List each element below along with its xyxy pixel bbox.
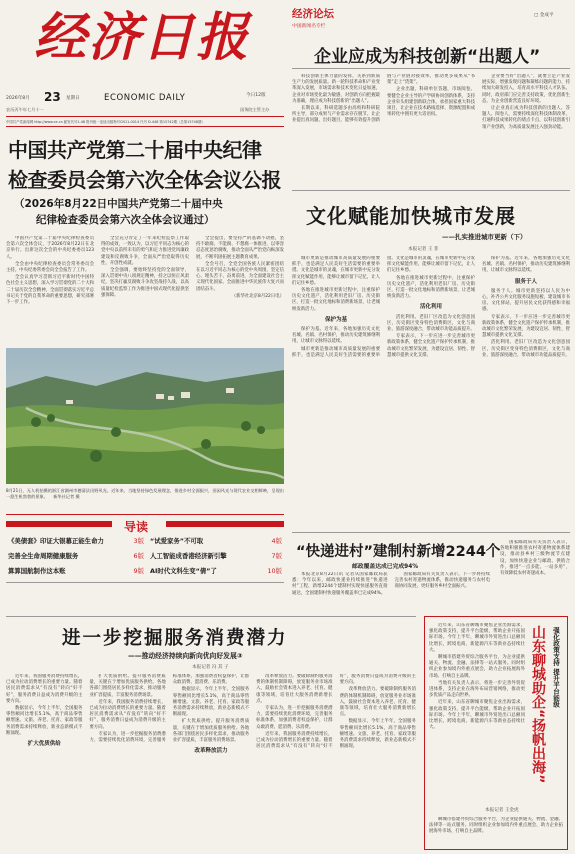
service-byline: 本报记者 冯 其 子	[192, 665, 229, 670]
column-byline: □ 金成平	[534, 13, 554, 18]
guide-item-page: 7版	[271, 552, 282, 560]
guide-item[interactable]	[150, 551, 282, 560]
guide-item-page: 10版	[267, 567, 282, 575]
weekday: 星期日	[66, 96, 80, 101]
guide-bar-1	[6, 521, 112, 527]
rural-body	[292, 572, 490, 608]
guide-title: 导读	[124, 520, 149, 534]
service-side-head: 扩大优质供给	[27, 741, 61, 748]
lead-subhead-line1: （2026年8月22日中国共产党第二十届中央	[14, 198, 223, 210]
lunar-date: 农历丙午年七月十一	[6, 107, 44, 112]
service-rule	[6, 616, 416, 617]
masthead-rule-2	[6, 126, 284, 127]
column-paragraph: 企业要当好“出题人”，就要立足产业发展实际，增强发现问题和凝练问题的能力，持续加大研发投入，培育高水平科技人才队伍。同时，政府部门应完善支持政策，优化创新生态，为企业创新营造良好环境。	[482, 74, 570, 104]
lead-dateline: （新华社北京8月22日电）	[231, 293, 284, 299]
rural-rule	[292, 532, 570, 533]
culture-article	[292, 190, 570, 540]
culture-paragraph: 保护为基。近年来，各地加强历史文化名城、名镇、名村保护，推动历史建筑修缮利用，让城市文脉得以延续。	[292, 327, 380, 345]
guide-item[interactable]	[150, 536, 282, 545]
service-subhead: ——推动经济持续向新向优向好发展③	[128, 652, 243, 660]
culture-paragraph: 活化利用。老旧厂区改造为文化创意园区，历史街区变身特色消费街区，文化与商业、旅游深度融合，带动城市功能品质提升。	[387, 314, 475, 333]
guide-bar-2	[166, 521, 284, 527]
column-rule	[292, 68, 570, 69]
column-name: 经济论坛	[292, 8, 334, 20]
lead-paragraph: 中国共产党第二十届中央纪律检查委员会第六次全体会议，于2026年8月22日在北京举行。出席这次全会的中央纪委委员123人。	[6, 236, 94, 260]
service-paragraph: 专家认为，进一步挖掘服务消费潜力，需要持续优化消费环境，完善服务标准体系，加强消费者权益保护，让群众敢消费、愿消费、乐消费。	[89, 674, 250, 744]
service-paragraph: 近年来，我国服务消费持续增长，已成为拉动消费增长的重要力量。随着居民消费需求从“有没有”转向“好不好”，服务消费日益成为消费升级的主要方向。	[89, 699, 166, 730]
culture-paragraph: 保护为基。近年来，各地加强历史文化名城、名镇、名村保护，推动历史建筑修缮利用，让城市文脉得以延续。	[482, 256, 570, 274]
landscape-photo-art	[6, 348, 284, 484]
photo-credit: 新华社记者 摄	[53, 493, 80, 499]
guide-rule-bottom	[6, 582, 284, 583]
culture-byline: 本报记者 王 菲	[408, 247, 439, 252]
date-line	[6, 92, 276, 106]
service-paragraph: 近年来，我国服务消费持续增长，已成为拉动消费增长的重要力量。随着居民消费需求从“有没有”转向“好不好”，服务消费日益成为消费升级的主要方向。	[256, 674, 416, 750]
culture-paragraph: 活化利用。老旧厂区改造为文化创意园区，历史街区变身特色消费街区，文化与商业、旅游深度融合，带动城市功能品质提升。	[482, 340, 570, 358]
culture-paragraph: 城市更新是推动城市高质量发展的重要抓手，也是满足人民美好生活需要的重要举措。文化是城市的灵魂，在城市更新中充分发挥文化赋能作用，能够让城市留下记忆，让人们记住乡愁。	[292, 256, 475, 358]
culture-paragraph: 各地在推进城市更新过程中，注重保护历史文化遗产，活化利用老旧厂房、历史街区，打造一批文化地标和消费新场景，让老城焕发新活力。	[292, 288, 380, 312]
masthead	[6, 4, 284, 132]
service-side-head: 改革释放活力	[194, 748, 228, 755]
guide-item[interactable]	[150, 566, 282, 575]
lead-headline-line2: 检查委员会第六次全体会议公报	[8, 168, 281, 192]
culture-side-head: 活化利用	[419, 304, 442, 311]
guide-item-page: 6版	[133, 552, 144, 560]
culture-body	[292, 256, 570, 538]
liaocheng-paragraph: 聊城市搭建外贸综合服务平台，为企业提供通关、物流、金融、法律等一站式服务。同时组织企业参加境内外重点展会，助力企业拓展海外市场、打响自主品牌。	[429, 817, 563, 835]
masthead-title: 经济日报	[34, 7, 251, 68]
guide-item-page: 3版	[133, 537, 144, 545]
service-article	[6, 616, 416, 850]
lead-paragraph: 全会由中央纪律检查委员会常务委员会主持。中央纪委常委会向全会报告了工作。	[6, 261, 94, 274]
lead-article	[6, 132, 284, 512]
column-body	[292, 74, 570, 184]
rural-article	[292, 532, 570, 610]
culture-paragraph: 服务于人。城市更新坚持以人民为中心，补齐公共文化服务设施短板，建设城市书房、文化驿站，提升居民文化获得感和幸福感。	[482, 288, 570, 313]
liaocheng-footer	[429, 817, 563, 847]
culture-headline: 文化赋能加快城市发展	[306, 204, 516, 228]
service-paragraph: 近年来，我国服务消费持续增长，已成为拉动消费增长的重要力量。随着居民消费需求从“有没有”转向“好不好”，服务消费日益成为消费升级的主要方向。	[6, 674, 83, 704]
service-paragraph: 专家认为，进一步挖掘服务消费潜力，需要持续优化消费环境，完善服务标准体系，加强消费者权益保护，让群众敢消费、愿消费、乐消费。	[256, 706, 333, 730]
guide-item-label: “试爱家务”不可取	[150, 537, 204, 545]
culture-rule	[292, 190, 570, 191]
guide-section	[6, 514, 284, 614]
column-paragraph: 企业出题，科研单位答题，市场阅卷。要健全企业主导的产学研协同创新体系，支持企业牵头组建创新联合体，承担国家重大科技项目，让企业在技术路线选择、资源配置和成果转化中拥有更大话语权。	[387, 87, 475, 118]
guide-item-page: 9版	[133, 567, 144, 575]
guide-item-label: 人工智能成香港经济新引擎	[150, 552, 227, 560]
service-paragraph: 数据显示，今年上半年，全国服务零售额同比增长5.1%，高于商品零售额增速。文旅、养老、托育、家政等服务消费需求持续释放，新业态新模式不断涌现。	[172, 687, 250, 718]
column-logo	[292, 6, 334, 29]
guide-item[interactable]	[8, 551, 144, 560]
rural-paragraph: 本报北京8月22日讯 记者从国家邮政局获悉：今年以来，邮政快递业持续推进“快递进村”工程，新增2244个建制村实现快递服务直接通达，全国建制村快递服务覆盖率已完成94%。	[292, 572, 388, 596]
column-title: 企业应成为科技创新“出题人”	[314, 47, 541, 67]
masthead-english: ECONOMIC DAILY	[104, 93, 186, 103]
service-paragraph: 数据显示，今年上半年，全国服务零售额同比增长5.1%，高于商品零售额增速。文旅、养老、托育、家政等服务消费需求持续释放，新业态新模式不断涌现。	[339, 719, 416, 750]
liaocheng-article	[424, 616, 568, 850]
liaocheng-paragraph: 近年来，山东省聊城市聚焦企业出海需求，强化政策支持，提升平台能级，帮助企业开拓国际市场。今年上半年，聊城市外贸进出口总额同比增长，跨境电商、新能源汽车等新业态持续壮大。	[429, 623, 525, 653]
landscape-photo	[6, 348, 284, 484]
lead-paragraph: 全会号召，全党全国各族人民紧密团结在以习近平同志为核心的党中央周围，坚定信心、埋头苦干、奋勇前进，为全面建设社会主义现代化国家、全面推进中华民族伟大复兴而团结奋斗。	[196, 261, 284, 292]
service-paragraph: 改革释放活力。要破除制约服务消费的体制机制障碍，放宽服务业市场准入，鼓励社会资本进入养老、托育、健康等领域，培育壮大服务消费新增长点。	[339, 687, 416, 718]
guide-item-page: 4版	[271, 537, 282, 545]
photo-caption-text: 8月21日，无人机拍摄的浙江省湖州市德清县田野风光。近年来，当地坚持绿色发展理念，推进乡村全面振兴，田园风光与现代农业交相辉映，呈现出一派生机勃勃的景象。	[6, 488, 284, 499]
lead-subhead-line2: 纪律检查委员会第六次全体会议通过）	[36, 214, 215, 226]
service-paragraph: 扩大优质供给。提升服务消费质量，关键在于增加优质服务供给。各地各部门围绕居民多样化需求，推动服务业扩容提质，丰富服务消费场景。	[89, 674, 166, 698]
rural-headline: “快递进村”建制村新增2244个	[296, 544, 501, 560]
guide-item-label: AI时代文科生变“倩”了	[150, 567, 217, 575]
culture-side-head: 保护为基	[324, 316, 347, 323]
guide-item[interactable]	[8, 536, 144, 545]
liaocheng-paragraph: 聊城市搭建外贸综合服务平台，为企业提供通关、物流、金融、法律等一站式服务。同时组织企业参加境内外重点展会，助力企业拓展海外市场、打响自主品牌。	[429, 655, 525, 679]
rural-right-paragraph: 国家邮政局有关负责人表示，各地积极推进农村寄递物流体系建设，推动县乡村三级物流节点建设，加快快递企业与邮政、供销合作，推进“一点多能、一站多用”，有效降低农村寄递成本。	[500, 540, 570, 577]
culture-paragraph: 城市更新是推动城市高质量发展的重要抓手，也是满足人民美好生活需要的重要举措。文化是城市的灵魂，在城市更新中充分发挥文化赋能作用，能够让城市留下记忆，让人们记住乡愁。	[292, 256, 380, 286]
column-paragraph: 科技创新主体力量的发挥，关系到新质生产力的发展质量。新一轮科技革命和产业变革深入发展，市场需求和技术变化日益加速，企业对市场变化最为敏感，对创新方向把握最为准确，理应成为科技创新的“出题人”。	[292, 74, 380, 104]
guide-item-label: 《美债套》印证大银幕正能生命力	[8, 537, 104, 545]
service-paragraph: 数据显示，今年上半年，全国服务零售额同比增长5.1%，高于商品零售额增速。文旅、养老、托育、家政等服务消费需求持续释放，新业态新模式不断涌现。	[6, 706, 83, 736]
service-headline: 进一步挖掘服务消费潜力	[62, 628, 288, 649]
masthead-rule	[6, 116, 284, 117]
column-paragraph: 让企业真正成为科技创新的出题人、答题人、阅卷人，需要持续深化科技体制改革，打通科技成果转化的堵点卡点，以科技创新引领产业创新，为高质量发展注入强劲动能。	[482, 106, 570, 130]
column-tagline: 中国新闻名专栏	[292, 24, 326, 29]
lead-paragraph: 全会提出，要坚持严的基调不动摇，坚持不敢腐、不能腐、不想腐一体推进，以零容忍态度惩治腐败，推动全面从严治党向纵深发展，不断巩固拓展主题教育成果。	[196, 236, 284, 260]
service-body	[6, 674, 416, 848]
page-count: 今日12版	[246, 93, 266, 98]
liaocheng-byline: 本报记者 王金虎	[485, 808, 519, 813]
column-paragraph: 长期以来，科研选题多由高校和科研院所主导，部分成果与产业需求存在脱节。让企业提出真问题、出好题目，能够有效提升创新链与产业链对接效率，推动更多成果从“书架”走上“货架”。	[292, 74, 475, 124]
culture-side-head: 服务于人	[514, 278, 537, 285]
lead-paragraph: 全会认真学习贯彻习近平新时代中国特色社会主义思想，深入学习贯彻党的二十大和二十届历次全会精神，全面贯彻落实习近平总书记关于党的自我革命的重要思想，研究部署下一步工作。	[6, 275, 94, 306]
date-year: 2026年8月	[6, 96, 30, 101]
culture-paragraph: 各地在推进城市更新过程中，注重保护历史文化遗产，活化利用老旧厂房、历史街区，打造一批文化地标和消费新场景，让老城焕发新活力。	[387, 275, 475, 300]
guide-item-label: 算算国航制作这本账	[8, 567, 66, 575]
rural-subhead: 邮政覆盖达成已完成94%	[352, 564, 419, 570]
date-day: 23	[44, 90, 61, 104]
liaocheng-body	[429, 623, 525, 807]
column-section	[292, 4, 570, 186]
edition-note: 国务院主管主办	[240, 107, 270, 112]
culture-subhead: ——扎实推进城市更新（下）	[442, 233, 527, 241]
liaocheng-paragraph: 近年来，山东省聊城市聚焦企业出海需求，强化政策支持，提升平台能级，帮助企业开拓国际市场。今年上半年，聊城市外贸进出口总额同比增长，跨境电商、新能源汽车等新业态持续壮大。	[429, 700, 525, 731]
liaocheng-headline: 山东聊城助企“扬帆出海”	[530, 625, 546, 784]
lead-paragraph: 全会强调，要始终坚持党的全面领导，深入贯彻中央八项规定精神，持之以恒正风肃纪，坚决打赢反腐败斗争攻坚战持久战，以高质量纪检监察工作为推进中国式现代化提供坚强保障。	[101, 268, 189, 298]
lead-headline-line1: 中国共产党第二十届中央纪律	[8, 138, 262, 162]
liaocheng-subhead: 强化政策支持 提升平台能级	[552, 627, 560, 708]
service-paragraph: 扩大优质供给。提升服务消费质量，关键在于增加优质服务供给。各地各部门围绕居民多样化需求，推动服务业扩容提质，丰富服务消费场景。	[172, 719, 250, 744]
guide-rule-top	[6, 514, 284, 515]
guide-item-label: 完善全生命周期健康服务	[8, 552, 79, 560]
lead-body	[6, 236, 284, 344]
service-paragraph: 改革释放活力。要破除制约服务消费的体制机制障碍，放宽服务业市场准入，鼓励社会资本进入养老、托育、健康等领域，培育壮大服务消费新增长点。	[256, 674, 333, 704]
rural-paragraph: 国家邮政局有关负责人表示，下一步将持续完善农村寄递物流体系，推动快递服务与农村电商协同发展，更好服务乡村全面振兴。	[394, 572, 490, 590]
photo-caption	[6, 488, 284, 502]
liaocheng-paragraph: 当地有关负责人表示，将进一步完善外贸促进体系，支持企业在海外布局营销网络，推动更多优质产品走向世界。	[429, 680, 525, 699]
culture-paragraph: 专家表示，下一步应进一步完善城市更新政策体系，健全文化遗产保护传承机制，推动城市文化繁荣发展，为建设宜居、韧性、智慧城市提供文化支撑。	[387, 334, 475, 358]
contact-line: 中国共产党新闻网 http://www.ce.cn 邮发代号1-48 报刊统一连续出版物号CN11-0014 代号 D-448 第15742期（总第15748期）	[6, 120, 205, 124]
culture-paragraph: 专家表示，下一步应进一步完善城市更新政策体系，健全文化遗产保护传承机制，推动城市文化繁荣发展，为建设宜居、韧性、智慧城市提供文化支撑。	[482, 314, 570, 339]
lead-paragraph: 全会充分肯定了一年来纪检监察工作取得的成效，一致认为，以习近平同志为核心的党中央以前所未有的勇气和定力推进党风廉政建设和反腐败斗争，全面从严治党取得历史性、开创性成就。	[101, 236, 189, 266]
guide-item[interactable]	[8, 566, 144, 575]
rural-right-body	[500, 540, 570, 608]
